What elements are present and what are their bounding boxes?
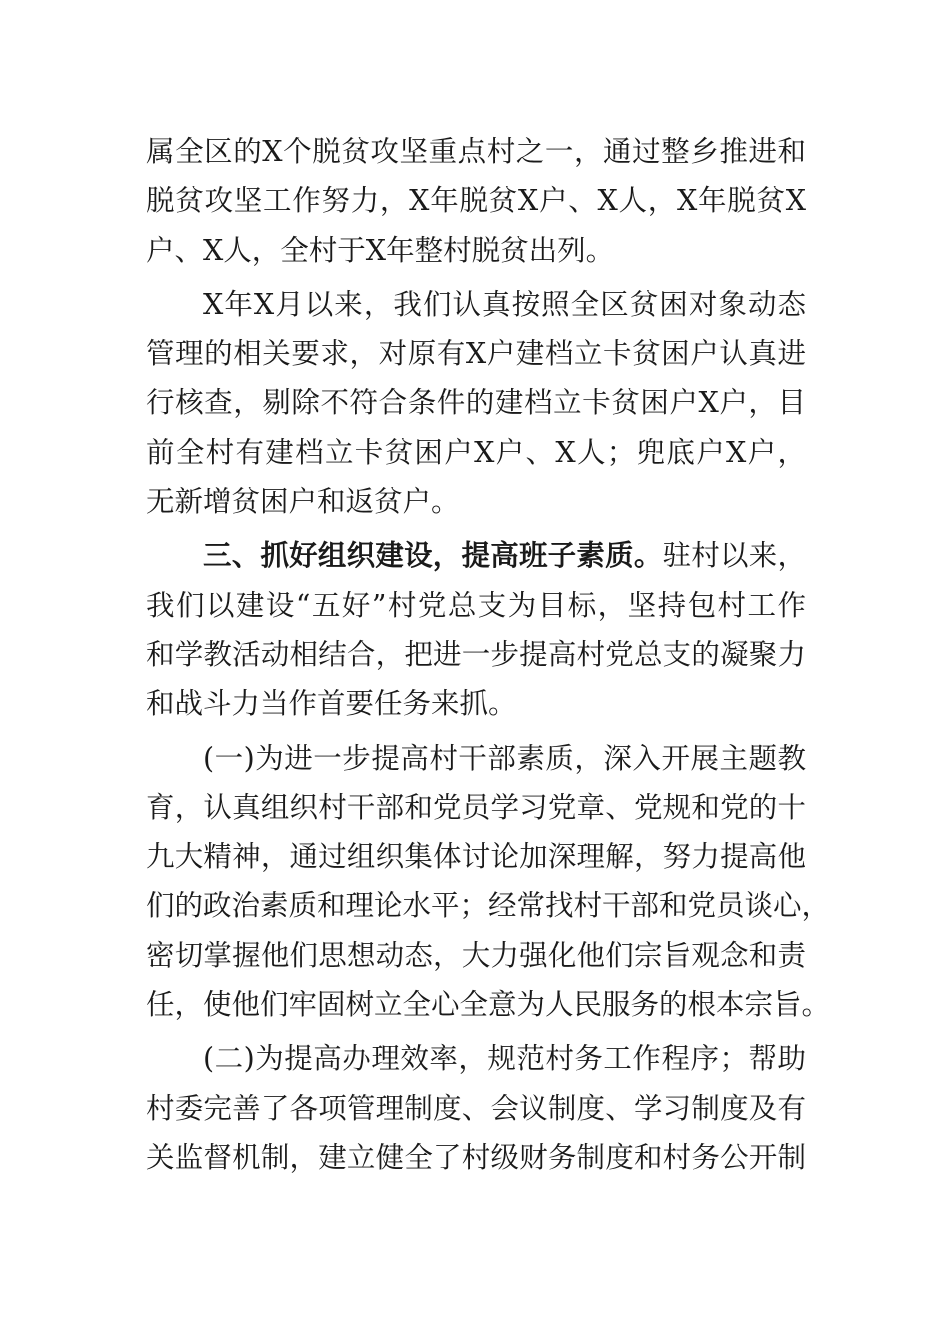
text-line: (二)为提高办理效率，规范村务工作程序；帮助: [203, 1042, 806, 1076]
text-line: 关监督机制，建立健全了村级财务制度和村务公开制: [146, 1140, 806, 1174]
text-line: 们的政治素质和理论水平；经常找村干部和党员谈心，: [146, 889, 831, 923]
paragraph-village-status: [146, 127, 806, 275]
text-line: 无新增贫困户和返贫户。: [146, 485, 460, 519]
text-line: 村委完善了各项管理制度、会议制度、学习制度及有: [146, 1091, 806, 1125]
text-line: 九大精神，通过组织集体讨论加深理解，努力提高他: [146, 840, 806, 874]
text-line: 属全区的X个脱贫攻坚重点村之一，通过整乡推进和: [146, 135, 806, 168]
text-line: 我们以建设“五好”村党总支为目标，坚持包村工作: [146, 588, 806, 622]
text-line: 管理的相关要求，对原有X户建档立卡贫困户认真进: [146, 337, 806, 371]
paragraph-dynamic-management: [146, 280, 806, 526]
text-line: X年X月以来，我们认真按照全区贫困对象动态: [203, 287, 806, 321]
text-line: 户、X人，全村于X年整村脱贫出列。: [146, 233, 615, 267]
section-heading: 三、抓好组织建设，提高班子素质。: [203, 538, 663, 573]
text-line: 和学教活动相结合，把进一步提高村党总支的凝聚力: [146, 637, 806, 671]
paragraph-organization-building: [146, 531, 806, 728]
text-line: 前全村有建档立卡贫困户X户、X人；兜底户X户，: [146, 435, 806, 469]
paragraph-work-procedures: [146, 1034, 806, 1182]
text-line: 行核查，剔除不符合条件的建档立卡贫困户X户，目: [146, 386, 806, 420]
heading-tail-text: 驻村以来，: [662, 539, 806, 573]
text-line: (一)为进一步提高村干部素质，深入开展主题教: [203, 741, 806, 775]
text-line: 任，使他们牢固树立全心全意为人民服务的根本宗旨。: [146, 988, 831, 1022]
text-line: 和战斗力当作首要任务来抓。: [146, 687, 517, 721]
document-body: [146, 127, 831, 1182]
paragraph-cadre-quality: [146, 734, 831, 1030]
text-line: 脱贫攻坚工作努力，X年脱贫X户、X人，X年脱贫X: [146, 184, 806, 218]
text-line: 育，认真组织村干部和党员学习党章、党规和党的十: [146, 790, 806, 824]
text-line: 密切掌握他们思想动态，大力强化他们宗旨观念和责: [146, 938, 806, 972]
text-line: [146, 531, 806, 580]
